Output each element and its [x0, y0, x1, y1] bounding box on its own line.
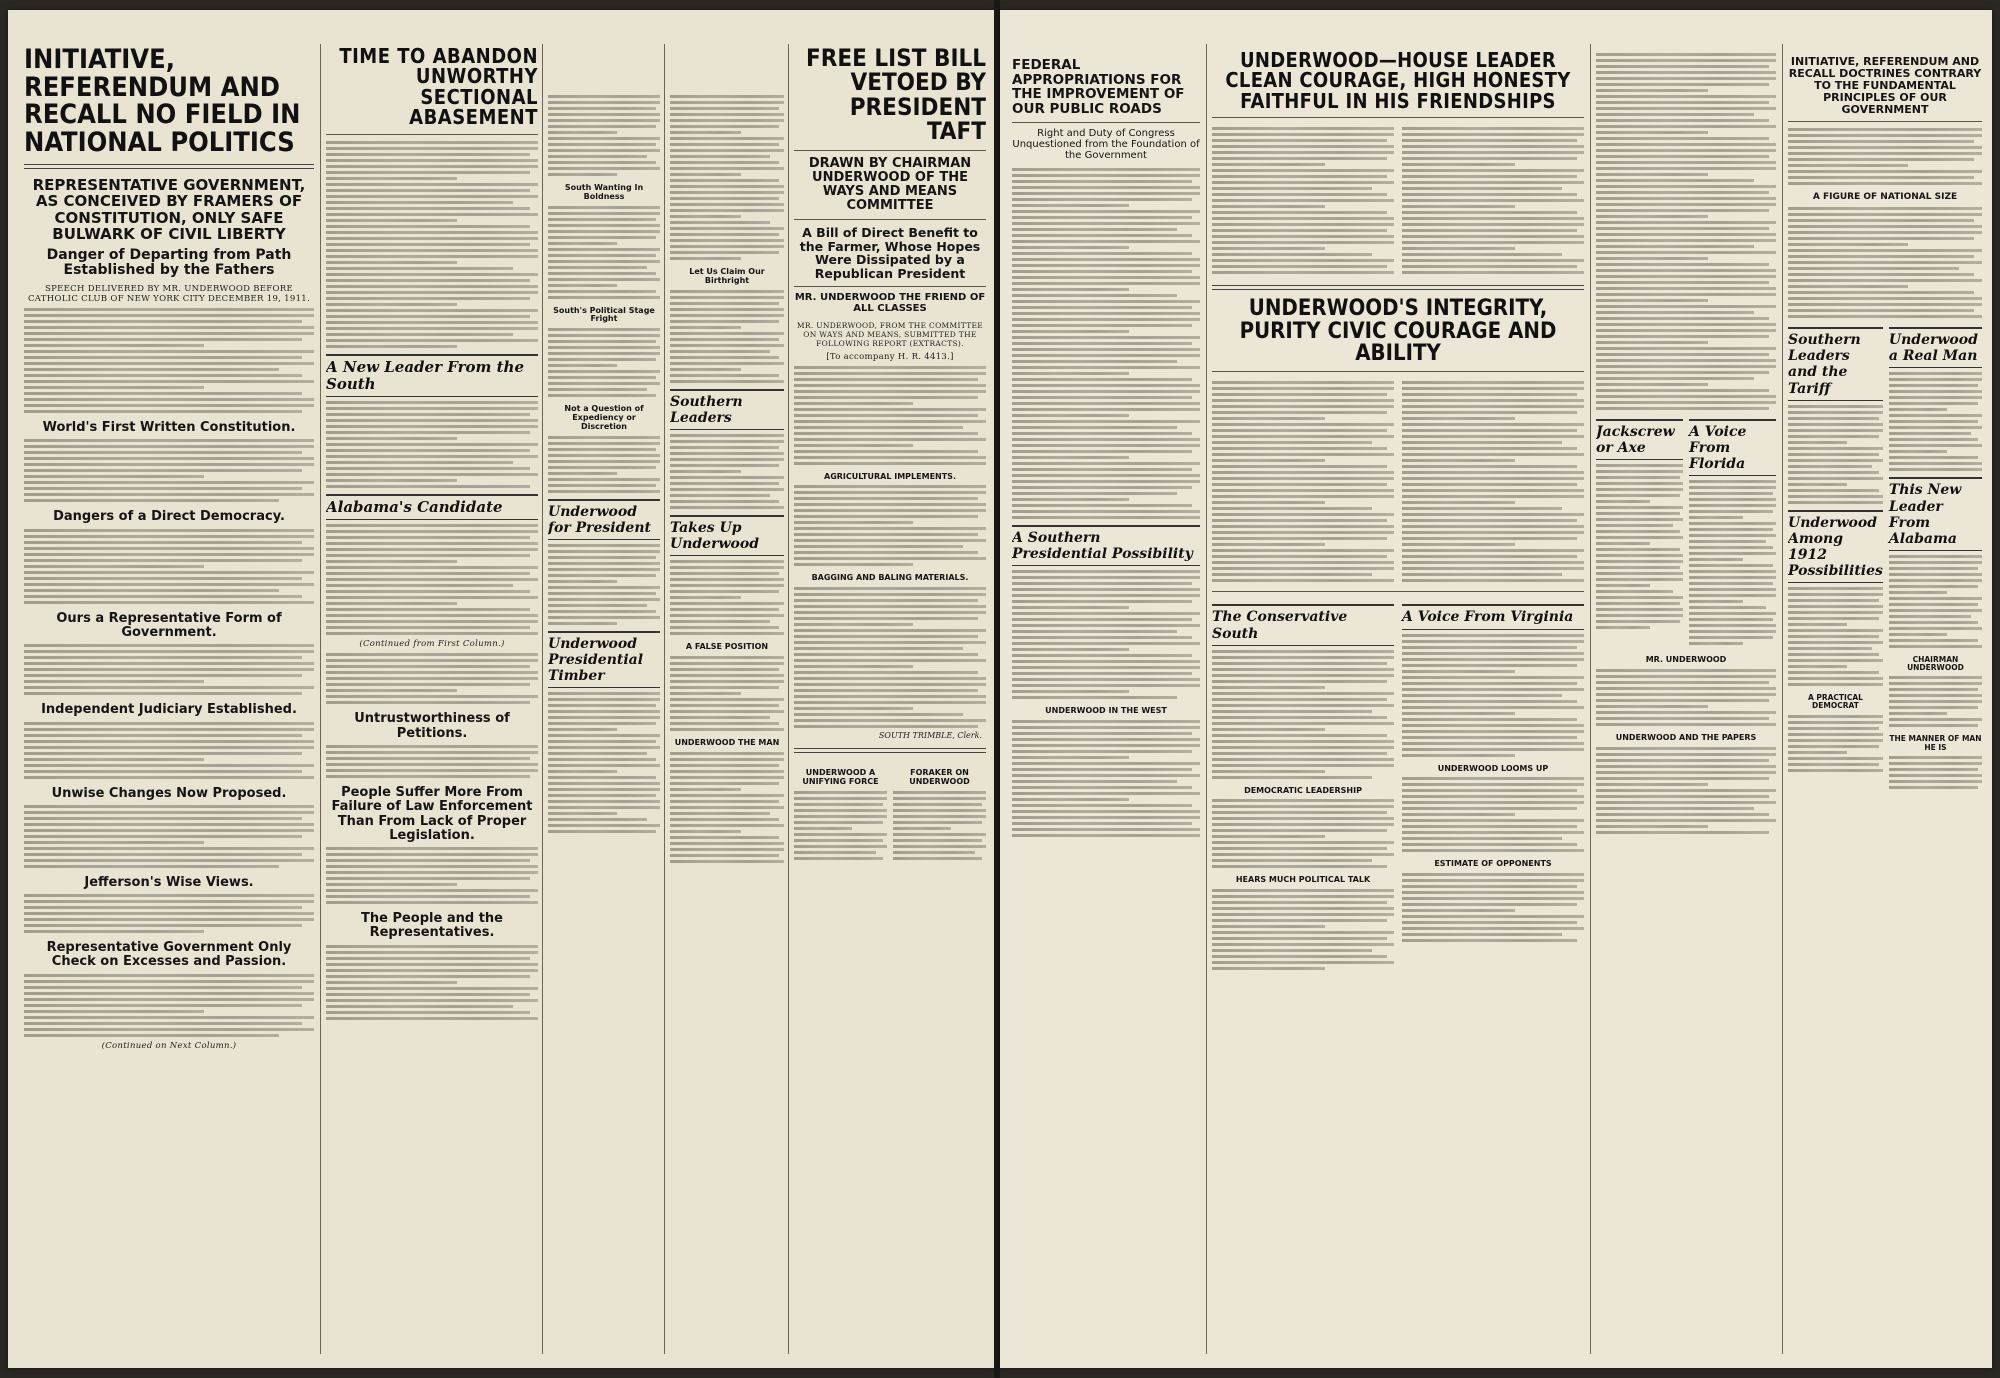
divider: [326, 134, 538, 135]
article-body: [1788, 715, 1883, 772]
article-body: [548, 544, 660, 625]
section-heading: A FIGURE OF NATIONAL SIZE: [1812, 192, 1958, 203]
box-takes-up-underwood: Takes Up Underwood: [670, 515, 784, 556]
article-body: [1402, 777, 1584, 852]
column-rule: [1206, 44, 1207, 1354]
article-body: [893, 791, 986, 860]
section-heading: UNDERWOOD AND THE PAPERS: [1615, 733, 1757, 743]
left-col-5: [794, 46, 986, 1354]
column-rule: [542, 44, 543, 1354]
column-rule: [320, 44, 321, 1354]
section-heading: Jefferson's Wise Views.: [84, 874, 254, 890]
box-southern-leaders-tariff: Southern Leaders and the Tariff: [1788, 327, 1883, 400]
article-body: [1596, 669, 1776, 726]
left-col-3: [548, 46, 660, 1354]
article-body: [1012, 570, 1200, 699]
section-heading: UNDERWOOD THE MAN: [674, 737, 780, 747]
section-heading: ESTIMATE OF OPPONENTS: [1434, 859, 1552, 869]
section-heading: DEMOCRATIC LEADERSHIP: [1244, 785, 1362, 795]
box-jackscrew-or-axe: Jackscrew or Axe: [1596, 419, 1683, 460]
section-heading: CHAIRMAN UNDERWOOD: [1907, 654, 1964, 673]
divider: [794, 748, 986, 753]
article-body: [548, 206, 660, 299]
article-body: [1596, 464, 1683, 629]
headline-federal-appropriations: FEDERAL APPROPRIATIONS FOR THE IMPROVEMENT OF OUR PUBLIC ROADS: [1012, 57, 1185, 117]
subhead-representative-government: REPRESENTATIVE GOVERNMENT, AS CONCEIVED BY FRAMERS OF CONSTITUTION, ONLY SAFE BULWARK OF CIVIL LIBERTY: [32, 176, 306, 243]
article-body: [1212, 650, 1394, 779]
section-heading: South's Political Stage Fright: [553, 305, 655, 324]
box-alabamas-candidate: Alabama's Candidate: [326, 494, 538, 520]
article-body: [1596, 53, 1776, 410]
box-foraker-on-underwood: FORAKER ON UNDERWOOD: [909, 768, 970, 786]
article-body: [670, 560, 784, 635]
section-heading: BAGGING AND BALING MATERIALS.: [811, 573, 969, 583]
box-conservative-south: The Conservative South: [1212, 604, 1394, 645]
article-body: [1212, 799, 1394, 868]
section-heading: World's First Written Constitution.: [42, 420, 296, 436]
article-body: [24, 974, 314, 1037]
section-heading: AGRICULTURAL IMPLEMENTS.: [824, 471, 956, 481]
article-body: [24, 894, 314, 933]
section-heading: HEARS MUCH POLITICAL TALK: [1235, 875, 1371, 885]
section-heading: UNDERWOOD IN THE WEST: [1045, 705, 1167, 715]
box-southern-presidential-possibility: A Southern Presidential Possibility: [1012, 525, 1200, 566]
column-rule: [788, 44, 789, 1354]
right-col-4: [1596, 50, 1776, 1354]
article-body: [1012, 168, 1200, 519]
divider: [24, 164, 314, 169]
divider: [794, 150, 986, 151]
box-new-leader-alabama: This New Leader From Alabama: [1889, 477, 1982, 550]
section-heading: A FALSE POSITION: [685, 641, 769, 651]
article-body: [1889, 555, 1982, 648]
article-body: [794, 587, 986, 728]
article-body: [1212, 378, 1394, 585]
headline-time-to-abandon: TIME TO ABANDON UNWORTHY SECTIONAL ABASEMENT: [339, 46, 538, 130]
box-underwood-presidential-timber: Underwood Presidential Timber: [548, 631, 660, 688]
headline-free-list-bill: FREE LIST BILL VETOED BY PRESIDENT TAFT: [806, 46, 986, 146]
article-body: [794, 485, 986, 566]
article-body: [326, 945, 538, 1020]
article-body: [670, 434, 784, 509]
right-col-5: [1788, 50, 1982, 1354]
headline-house-leader: UNDERWOOD—HOUSE LEADER CLEAN COURAGE, HIGH HONESTY FAITHFUL IN HIS FRIENDSHIPS: [1225, 50, 1571, 113]
article-body: [1212, 124, 1394, 277]
divider: [1788, 121, 1982, 122]
subhead-drawn-by-chairman: DRAWN BY CHAIRMAN UNDERWOOD OF THE WAYS AND MEANS COMMITTEE: [808, 155, 972, 213]
section-heading: South Wanting In Boldness: [564, 183, 644, 201]
article-body: [1788, 128, 1982, 185]
section-heading: UNDERWOOD LOOMS UP: [1437, 763, 1549, 773]
divider: [1212, 591, 1584, 592]
article-body: [24, 308, 314, 413]
subhead-right-and-duty: Right and Duty of Congress Unquestioned from the Foundation of the Government: [1012, 128, 1200, 161]
article-body: [670, 290, 784, 383]
left-col-4: [670, 46, 784, 1354]
divider: [1212, 117, 1584, 118]
article-body: [548, 328, 660, 397]
article-body: [1889, 756, 1982, 789]
article-body: [1788, 405, 1883, 504]
section-heading: THE MANNER OF MAN HE IS: [1889, 734, 1982, 752]
article-body: [548, 692, 660, 833]
byline-speech: SPEECH DELIVERED BY MR. UNDERWOOD BEFORE CATHOLIC CLUB OF NEW YORK CITY DECEMBER 19, 1911.: [28, 284, 310, 305]
divider: [1012, 122, 1200, 123]
article-body: [24, 529, 314, 604]
continued-note: (Continued on Next Column.): [101, 1040, 237, 1051]
right-col-1: [1012, 52, 1200, 1354]
headline-initiative-referendum: INITIATIVE, REFERENDUM AND RECALL NO FIELD IN NATIONAL POLITICS: [24, 46, 301, 158]
article-body: [1788, 587, 1883, 686]
article-body: [670, 656, 784, 731]
section-heading: Representative Government Only Check on Excesses and Passion.: [46, 940, 292, 970]
headline-integrity-purity: UNDERWOOD'S INTEGRITY, PURITY CIVIC COURAGE AND ABILITY: [1239, 296, 1557, 367]
article-body: [670, 95, 784, 260]
signature-clerk: SOUTH TRIMBLE, Clerk.: [878, 731, 982, 741]
column-rule: [1782, 44, 1783, 1354]
article-body: [548, 95, 660, 176]
column-rule: [664, 44, 665, 1354]
box-underwood-among-possibilities: Underwood Among 1912 Possibilities: [1788, 510, 1883, 583]
bracket-note: [To accompany H. R. 4413.]: [826, 351, 954, 362]
article-body: [24, 805, 314, 868]
headline-doctrines-contrary: INITIATIVE, REFERENDUM AND RECALL DOCTRINES CONTRARY TO THE FUNDAMENTAL PRINCIPLES OF OUR GOVERNMENT: [1788, 55, 1982, 116]
box-underwood-for-president: Underwood for President: [548, 499, 660, 540]
divider: [1212, 371, 1584, 372]
article-body: [24, 644, 314, 695]
article-body: [1402, 378, 1584, 585]
subhead-danger-of-departing: Danger of Departing from Path Established by the Fathers: [46, 246, 292, 278]
left-col-2: [326, 46, 538, 1354]
section-heading: Untrustworthiness of Petitions.: [354, 711, 510, 741]
subhead-bill-of-direct-benefit: A Bill of Direct Benefit to the Farmer, Whose Hopes Were Dissipated by a Republican President: [799, 225, 981, 281]
byline-report: MR. UNDERWOOD, FROM THE COMMITTEE ON WAYS AND MEANS, SUBMITTED THE FOLLOWING REPORT (EXTRACTS).: [796, 320, 984, 348]
box-underwood-real-man: Underwood a Real Man: [1889, 327, 1982, 368]
section-heading: Let Us Claim Our Birthright: [689, 267, 765, 285]
subhead-friend-of-all-classes: MR. UNDERWOOD THE FRIEND OF ALL CLASSES: [794, 292, 986, 314]
box-voice-from-florida: A Voice From Florida: [1689, 419, 1776, 476]
article-body: [1788, 207, 1982, 318]
box-unifying-force: UNDERWOOD A UNIFYING FORCE: [802, 768, 879, 786]
box-voice-from-virginia: A Voice From Virginia: [1402, 604, 1584, 629]
article-body: [1889, 676, 1982, 727]
article-body: [1402, 634, 1584, 757]
box-southern-leaders: Southern Leaders: [670, 389, 784, 430]
article-body: [24, 722, 314, 779]
section-heading: A PRACTICAL DEMOCRAT: [1807, 693, 1863, 711]
section-heading: Not a Question of Expediency or Discretion: [564, 404, 644, 431]
divider: [794, 219, 986, 220]
right-col-2: [1212, 50, 1584, 1354]
article-body: [670, 752, 784, 863]
article-body: [548, 436, 660, 493]
section-heading: Dangers of a Direct Democracy.: [53, 509, 285, 525]
section-heading: MR. UNDERWOOD: [1645, 655, 1727, 665]
article-body: [1689, 480, 1776, 645]
article-body: [794, 791, 887, 860]
box-new-leader-south: A New Leader From the South: [326, 354, 538, 398]
article-body: [326, 847, 538, 904]
article-body: [1889, 372, 1982, 471]
article-body: [1402, 873, 1584, 942]
column-rule: [1590, 44, 1591, 1354]
article-body: [1012, 720, 1200, 837]
section-heading: The People and the Representatives.: [361, 911, 503, 941]
divider: [794, 286, 986, 287]
left-page: [8, 10, 994, 1368]
article-body: [326, 524, 538, 635]
article-body: [326, 653, 538, 704]
divider: [1212, 285, 1584, 290]
left-col-1: [24, 46, 314, 1354]
article-body: [326, 401, 538, 488]
right-page: [1000, 10, 1992, 1368]
article-body: [24, 439, 314, 502]
article-body: [1212, 889, 1394, 970]
section-heading: Ours a Representative Form of Government.: [56, 610, 282, 640]
continued-from-note: (Continued from First Column.): [359, 639, 505, 650]
article-body: [326, 141, 538, 348]
article-body: [1402, 124, 1584, 277]
section-heading: Unwise Changes Now Proposed.: [51, 785, 287, 801]
article-body: [326, 745, 538, 778]
section-heading: Independent Judiciary Established.: [41, 702, 297, 718]
article-body: [1596, 747, 1776, 834]
article-body: [794, 366, 986, 465]
section-heading: People Suffer More From Failure of Law Enforcement Than From Lack of Proper Legislation.: [331, 784, 533, 843]
